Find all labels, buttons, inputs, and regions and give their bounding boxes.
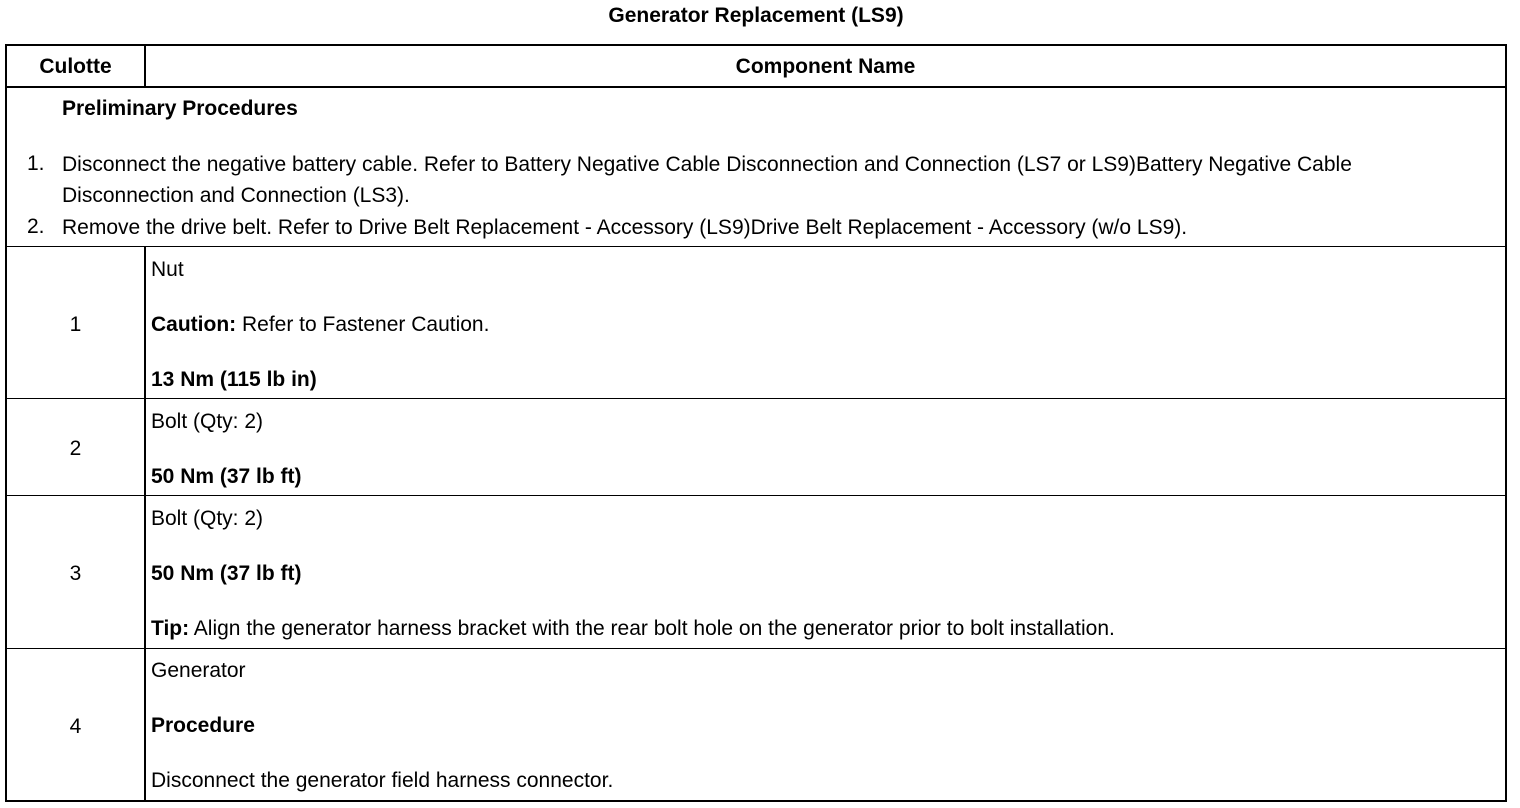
row-number: 1 — [69, 313, 82, 336]
header-culotte: Culotte — [39, 55, 112, 78]
step-text: Disconnect the negative battery cable. Refer to Battery Negative Cable Disconnection and Connection (LS7 or LS9)Battery Negative Cable Disconnection and Connection (LS3). — [62, 153, 1352, 207]
document-title: Generator Replacement (LS9) — [608, 4, 904, 27]
tip-note — [151, 616, 1115, 642]
component-name: Bolt (Qty: 2) — [151, 410, 264, 433]
row-number: 4 — [69, 715, 82, 738]
preliminary-heading: Preliminary Procedures — [62, 97, 298, 120]
component-name: Generator — [151, 659, 246, 682]
caution-label: Caution: — [151, 313, 237, 336]
row-number: 2 — [69, 437, 82, 460]
torque-spec: 50 Nm (37 lb ft) — [151, 465, 302, 488]
component-name: Nut — [151, 258, 184, 281]
component-name: Bolt (Qty: 2) — [151, 507, 264, 530]
torque-spec: 50 Nm (37 lb ft) — [151, 562, 302, 585]
caution-note — [151, 312, 489, 338]
caution-text: Refer to Fastener Caution. — [236, 313, 490, 336]
row-divider — [5, 398, 1507, 399]
procedure-text: Disconnect the generator field harness connector. — [151, 769, 614, 792]
step-number: 2. — [27, 215, 45, 238]
row-divider — [5, 495, 1507, 496]
header-component-name: Component Name — [735, 55, 916, 78]
tip-label: Tip: — [151, 617, 190, 640]
step-number: 1. — [27, 152, 45, 175]
step-text: Remove the drive belt. Refer to Drive Belt Replacement - Accessory (LS9)Drive Belt Replacement - Accessory (w/o LS9). — [62, 216, 1188, 239]
row-divider — [5, 648, 1507, 649]
preliminary-divider — [5, 246, 1507, 247]
tip-text: Align the generator harness bracket with the rear bolt hole on the generator prior to bolt installation. — [189, 617, 1115, 640]
row-number: 3 — [69, 562, 82, 585]
torque-spec: 13 Nm (115 lb in) — [151, 368, 317, 391]
header-divider — [5, 86, 1507, 88]
procedure-heading: Procedure — [151, 714, 255, 737]
column-divider — [144, 246, 146, 802]
